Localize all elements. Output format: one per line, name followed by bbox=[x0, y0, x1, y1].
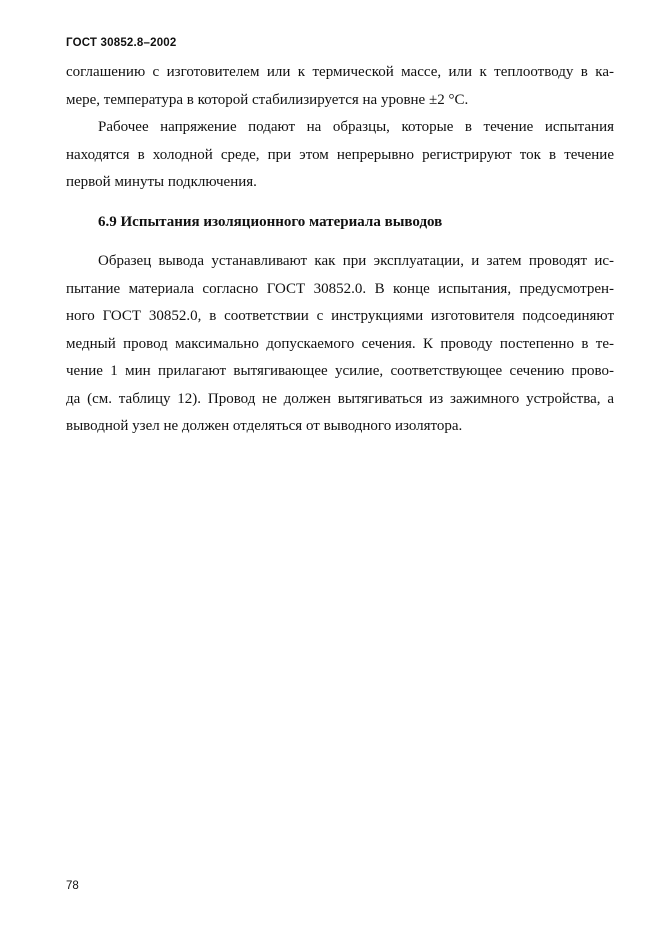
text-line: да (см. таблицу 12). Провод не должен вытягиваться из зажимного устройства, а bbox=[66, 390, 614, 407]
document-header: ГОСТ 30852.8–2002 bbox=[66, 37, 177, 49]
text-line: медный провод максимально допускаемого сечения. К проводу постепенно в те- bbox=[66, 335, 614, 352]
text-line: пытание материала согласно ГОСТ 30852.0. В конце испытания, предусмотрен- bbox=[66, 280, 614, 297]
section-title: 6.9 Испытания изоляционного материала выводов bbox=[98, 214, 443, 230]
text-line: выводной узел не должен отделяться от выводного изолятора. bbox=[66, 418, 463, 434]
text-line: находятся в холодной среде, при этом непрерывно регистрируют ток в течение bbox=[66, 146, 614, 163]
paragraph-continued bbox=[66, 59, 614, 114]
text-line: ного ГОСТ 30852.0, в соответствии с инструкциями изготовителя подсоединяют bbox=[66, 308, 614, 324]
text-line: Рабочее напряжение подают на образцы, которые в течение испытания bbox=[98, 119, 614, 135]
text-line: соглашению с изготовителем или к термической массе, или к теплоотводу в ка- bbox=[66, 64, 614, 80]
paragraph-voltage bbox=[66, 114, 614, 197]
text-line: первой минуты подключения. bbox=[66, 174, 257, 190]
text-line: Образец вывода устанавливают как при эксплуатации, и затем проводят ис- bbox=[98, 253, 614, 269]
text-line: чение 1 мин прилагают вытягивающее усилие, соответствующее сечению прово- bbox=[66, 363, 614, 379]
paragraph-section bbox=[66, 248, 614, 441]
page-number: 78 bbox=[66, 880, 79, 892]
text-line: мере, температура в которой стабилизируется на уровне ±2 °С. bbox=[66, 91, 469, 108]
